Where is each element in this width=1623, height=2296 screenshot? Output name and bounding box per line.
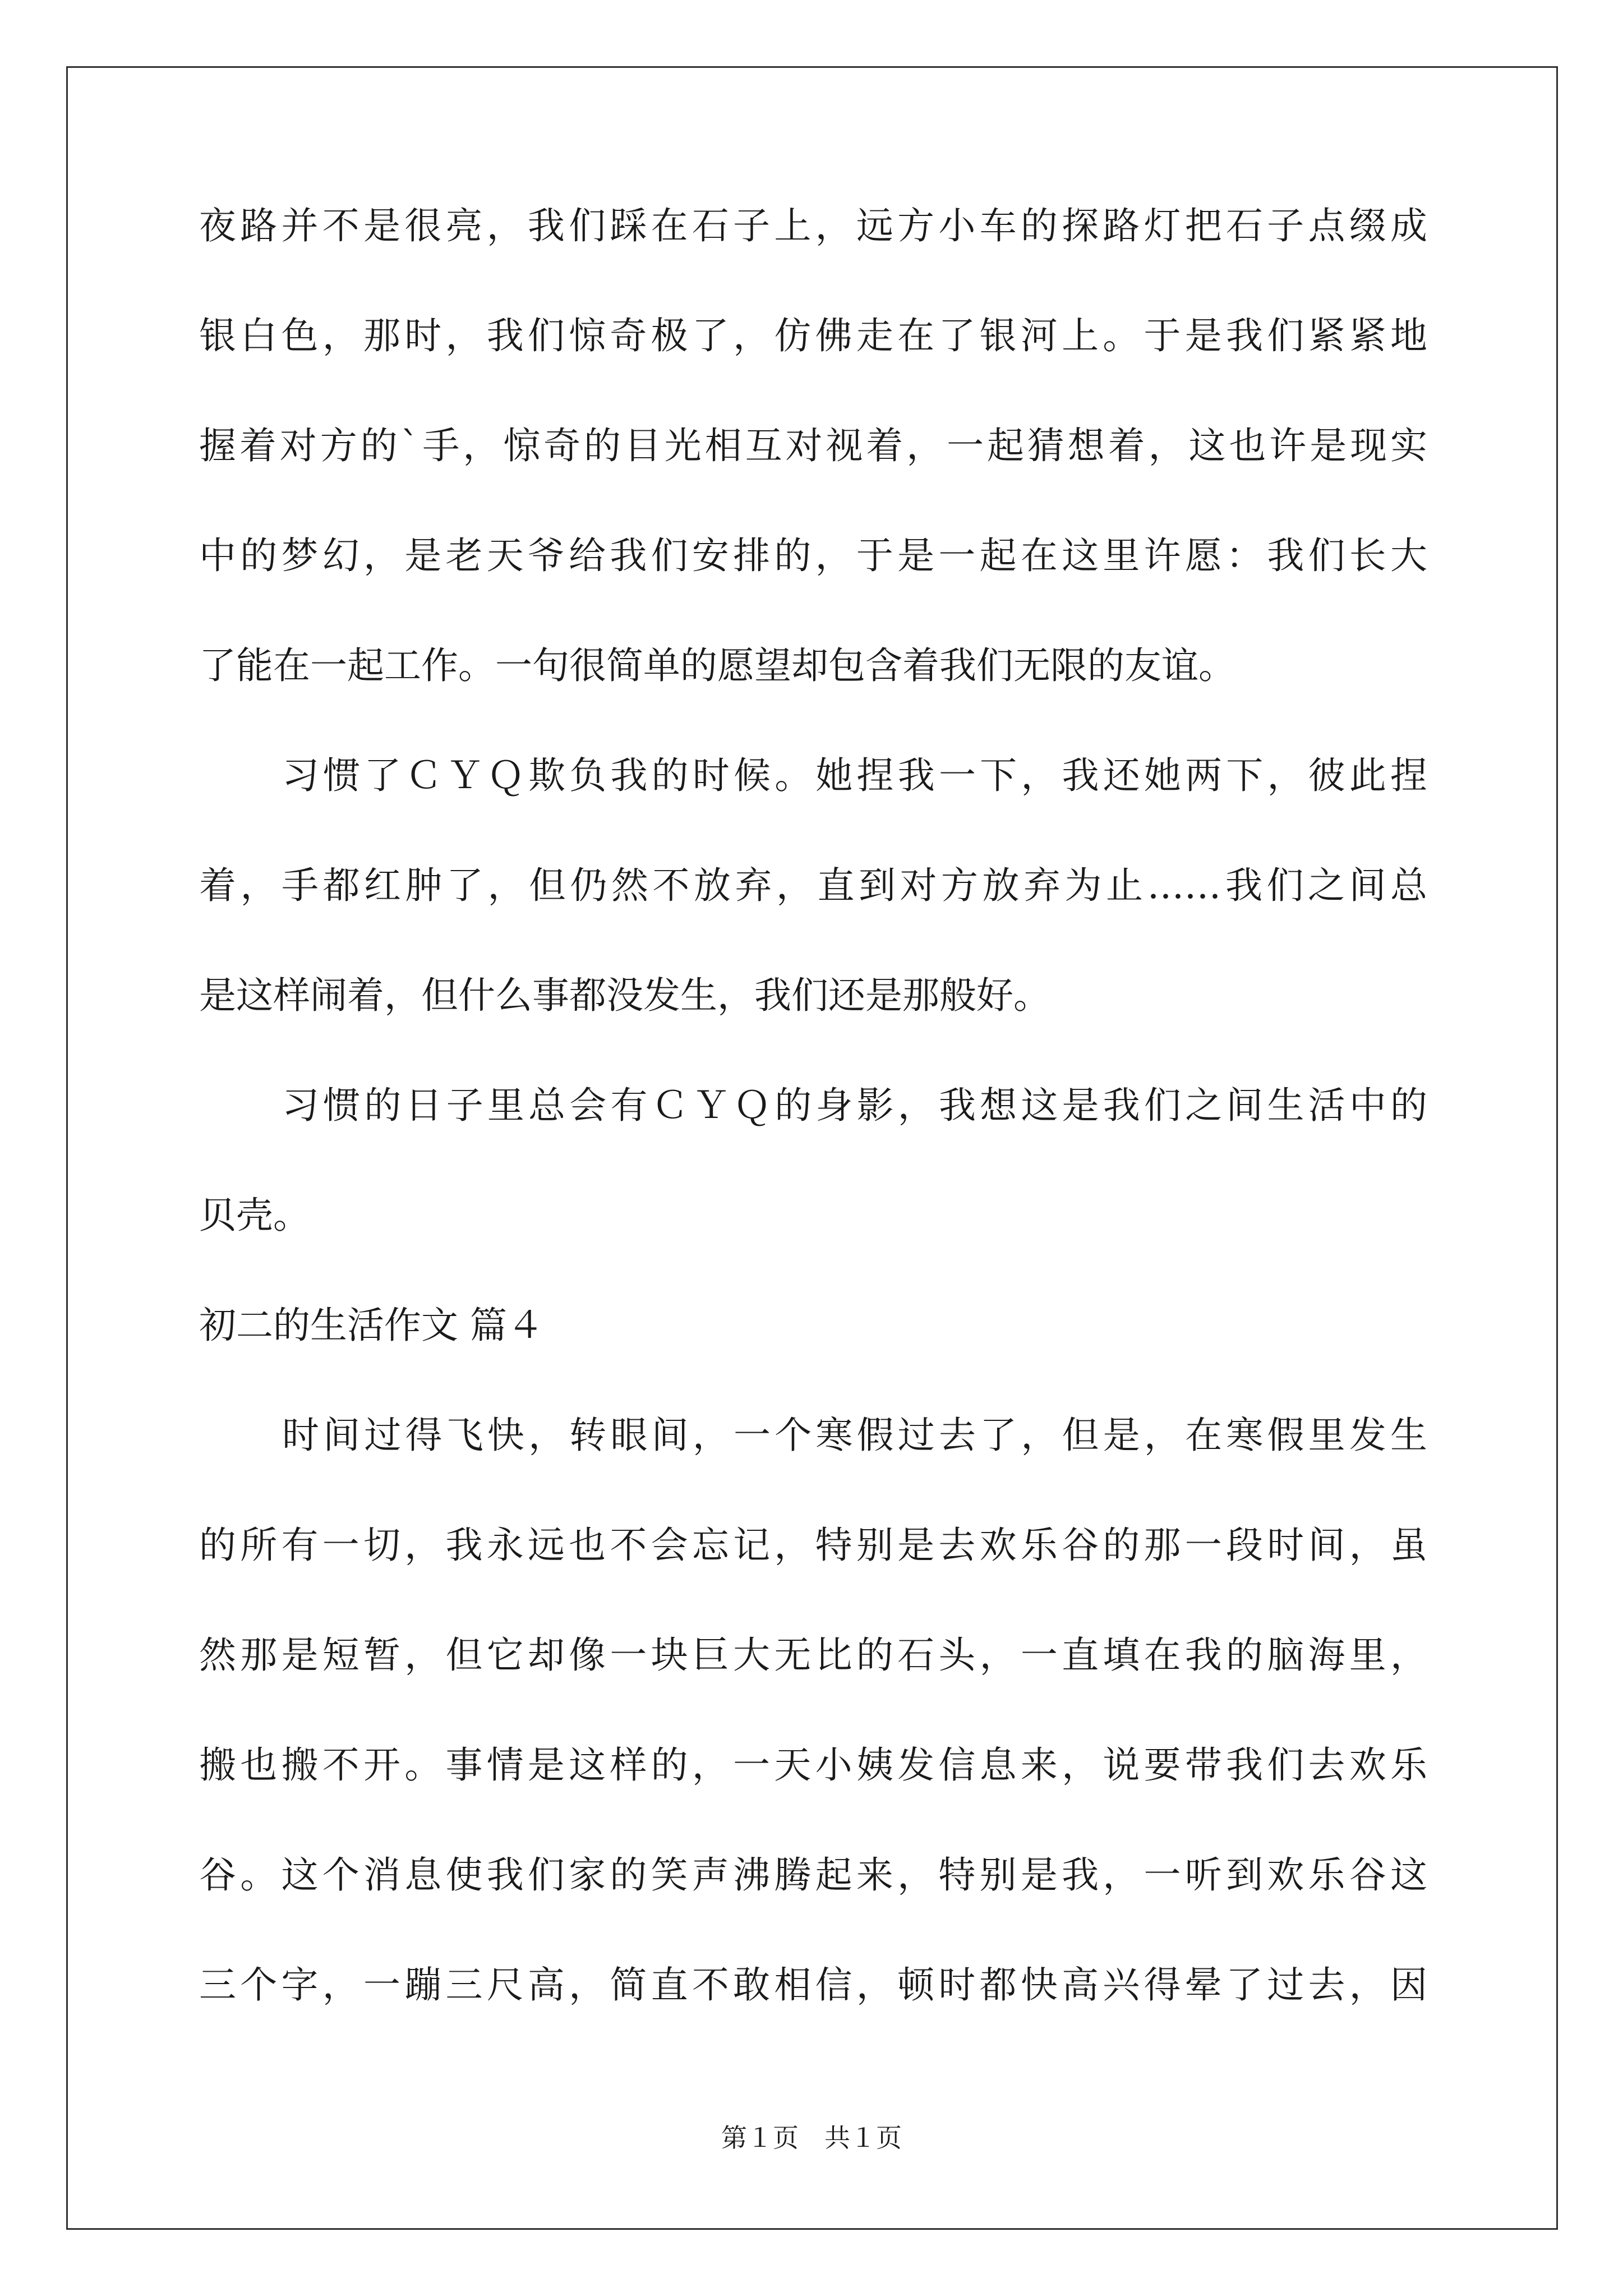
text-line: 三个字，一蹦三尺高，简直不敢相信，顿时都快高兴得晕了过去，因 xyxy=(199,1963,1427,2007)
paragraph-first-line: 时间过得飞快，转眼间，一个寒假过去了，但是，在寒假里发生 xyxy=(282,1414,1427,1457)
text-line: 着，手都红肿了，但仍然不放弃，直到对方放弃为止……我们之间总 xyxy=(199,864,1427,907)
text-line: 握着对方的`手，惊奇的目光相互对视着，一起猜想着，这也许是现实 xyxy=(199,424,1427,467)
section-heading: 初二的生活作文 篇４ xyxy=(199,1304,544,1347)
text-line: 然那是短暂，但它却像一块巨大无比的石头，一直填在我的脑海里， xyxy=(199,1634,1427,1677)
document-body xyxy=(199,204,1427,2077)
text-line: 银白色，那时，我们惊奇极了，仿佛走在了银河上。于是我们紧紧地 xyxy=(199,314,1427,357)
text-line: 中的梦幻，是老天爷给我们安排的，于是一起在这里许愿：我们长大 xyxy=(199,534,1427,577)
text-line: 的所有一切，我永远也不会忘记，特别是去欢乐谷的那一段时间，虽 xyxy=(199,1524,1427,1567)
text-line: 搬也搬不开。事情是这样的，一天小姨发信息来，说要带我们去欢乐 xyxy=(199,1743,1427,1787)
text-line: 是这样闹着，但什么事都没发生，我们还是那般好。 xyxy=(199,974,1050,1017)
text-line: 谷。这个消息使我们家的笑声沸腾起来，特别是我，一听到欢乐谷这 xyxy=(199,1853,1427,1897)
text-line: 了能在一起工作。一句很简单的愿望却包含着我们无限的友谊。 xyxy=(199,644,1235,687)
text-line: 贝壳。 xyxy=(199,1194,310,1237)
page-number-footer: 第１页 共１页 xyxy=(721,2123,902,2153)
paragraph-first-line: 习惯了ＣＹＱ欺负我的时候。她捏我一下，我还她两下，彼此捏 xyxy=(282,754,1427,797)
paragraph-first-line: 习惯的日子里总会有ＣＹＱ的身影，我想这是我们之间生活中的 xyxy=(282,1084,1427,1127)
text-line: 夜路并不是很亮，我们踩在石子上，远方小车的探路灯把石子点缀成 xyxy=(199,204,1427,247)
